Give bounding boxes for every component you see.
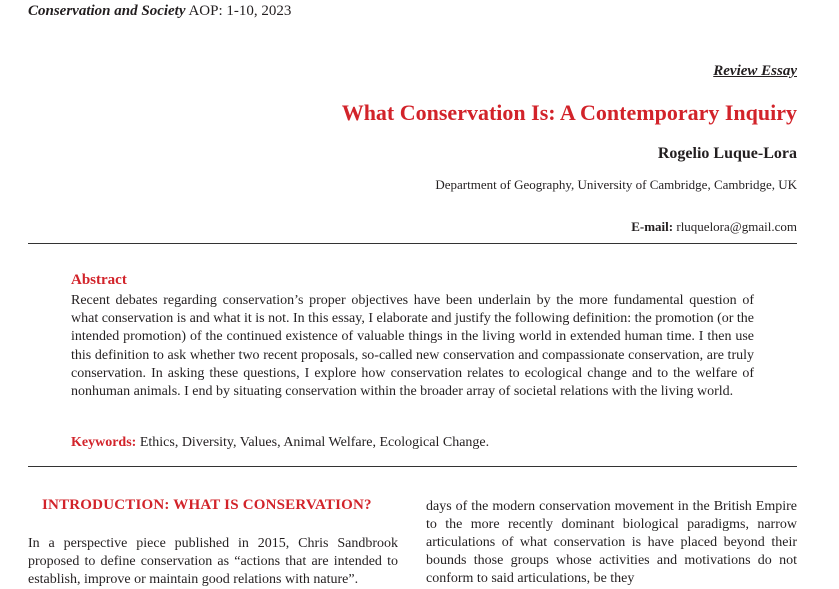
author-email: [631, 219, 797, 235]
journal-citation: [28, 3, 291, 20]
email-address: rluquelora@gmail.com: [673, 219, 797, 234]
body-text-left-column: In a perspective piece published in 2015, Chris Sandbrook proposed to define conservation as “actions that are intended to establish, improve or maintain good relations with nature”.: [28, 536, 398, 587]
keywords-list: Ethics, Diversity, Values, Animal Welfare, Ecological Change.: [136, 435, 490, 450]
article-type: Review Essay: [713, 63, 797, 79]
abstract-text: Recent debates regarding conservation’s proper objectives have been underlain by the more fundamental question of what conservation is and what it is not. In this essay, I elaborate and justify the following definition: the promotion (or the intended promotion) of the continued existence of valuable things in the living world in extended human time. I then use this definition to ask whether two recent proposals, so-called new conservation and compassionate conservation, are truly conservation. In asking these questions, I explore how conservation relates to ecological change and to the welfare of nonhuman animals. I end by situating conservation within the broader array of societal relations with the living world.: [71, 293, 755, 400]
section-heading-introduction: INTRODUCTION: WHAT IS CONSERVATION?: [42, 497, 372, 513]
keywords-label: Keywords:: [71, 435, 137, 450]
divider-bottom: [28, 466, 797, 467]
author-affiliation: Department of Geography, University of Cambridge, Cambridge, UK: [435, 177, 797, 192]
journal-issue: AOP: 1-10, 2023: [185, 3, 292, 19]
journal-name: Conservation and Society: [28, 3, 186, 19]
email-label: E-mail:: [631, 219, 674, 234]
body-text-right-column: days of the modern conservation movement in the British Empire to the more recently dominant biological paradigms, narrow articulations of what conservation is have placed beyond their bounds those groups whose activities and motivations do not conform to said articulations, be they: [426, 499, 797, 586]
keywords: [71, 435, 489, 451]
abstract-heading: Abstract: [71, 272, 127, 288]
divider-top: [28, 243, 797, 244]
article-title: What Conservation Is: A Contemporary Inquiry: [341, 100, 797, 125]
author-name: Rogelio Luque-Lora: [657, 145, 797, 162]
